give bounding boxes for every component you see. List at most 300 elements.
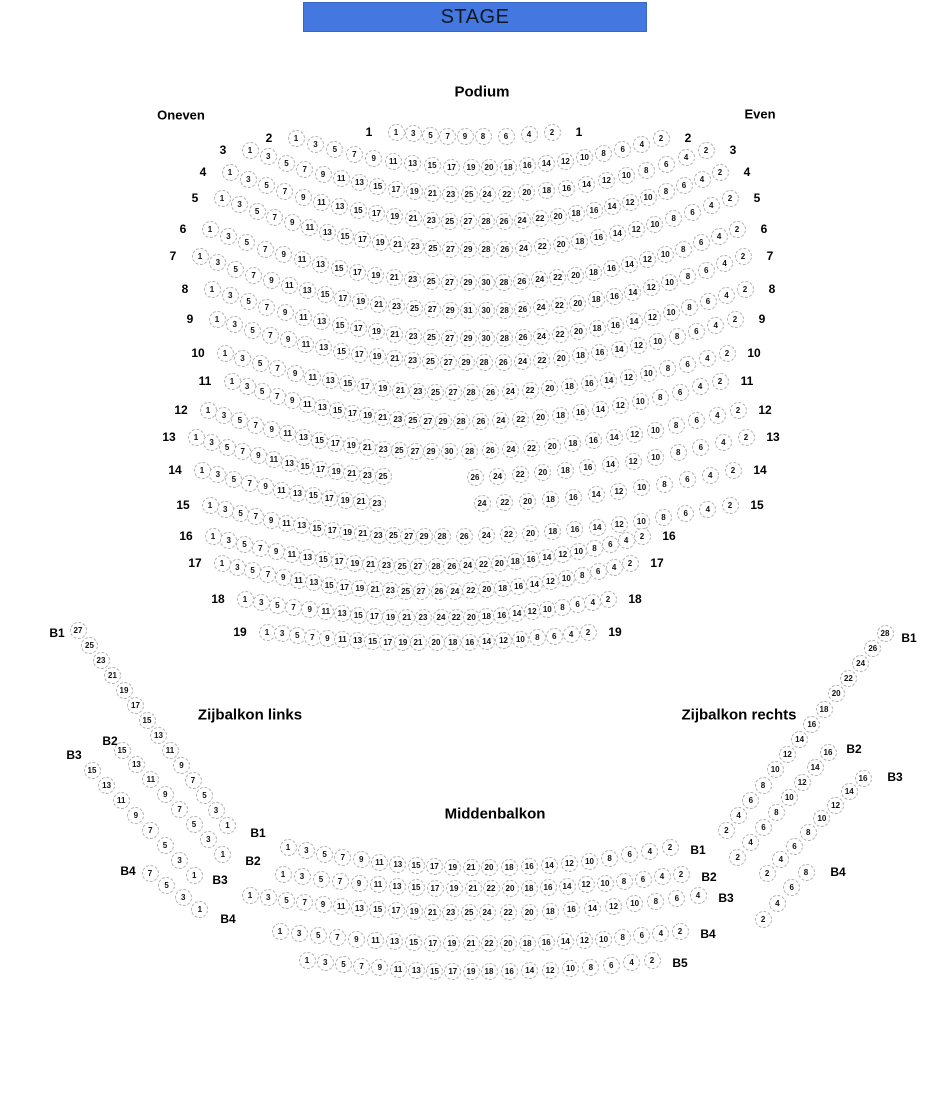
row-9-seat-29[interactable]: 29	[458, 354, 475, 371]
zijbalkon-rechts-B3-seat-8[interactable]: 8	[800, 824, 817, 841]
row-12-seat-29[interactable]: 29	[423, 443, 440, 460]
row-11-seat-4[interactable]: 4	[692, 378, 709, 395]
row-4-seat-2[interactable]: 2	[712, 164, 729, 181]
row-18-seat-24[interactable]: 24	[433, 609, 450, 626]
row-10-seat-17[interactable]: 17	[357, 378, 374, 395]
zijbalkon-rechts-B4-seat-8[interactable]: 8	[798, 864, 815, 881]
zijbalkon-links-B2-seat-1[interactable]: 1	[214, 846, 231, 863]
row-13-seat-7[interactable]: 7	[234, 443, 251, 460]
zijbalkon-rechts-B1-seat-2[interactable]: 2	[718, 822, 735, 839]
row-18-seat-16[interactable]: 16	[493, 607, 510, 624]
middenbalkon-B2-seat-10[interactable]: 10	[597, 875, 614, 892]
row-11-seat-13[interactable]: 13	[314, 399, 331, 416]
row-11-seat-2[interactable]: 2	[712, 373, 729, 390]
row-11-seat-7[interactable]: 7	[269, 388, 286, 405]
row-15-seat-29[interactable]: 29	[416, 528, 433, 545]
row-9-seat-6[interactable]: 6	[688, 323, 705, 340]
row-3-seat-20[interactable]: 20	[518, 184, 535, 201]
zijbalkon-links-B3-seat-7[interactable]: 7	[142, 822, 159, 839]
row-19-seat-17[interactable]: 17	[379, 634, 396, 651]
row-8-seat-9[interactable]: 9	[277, 304, 294, 321]
middenbalkon-B5-seat-14[interactable]: 14	[521, 962, 538, 979]
row-11-seat-16[interactable]: 16	[572, 404, 589, 421]
middenbalkon-B4-seat-13[interactable]: 13	[386, 933, 403, 950]
middenbalkon-B4-seat-6[interactable]: 6	[633, 927, 650, 944]
middenbalkon-B5-seat-8[interactable]: 8	[582, 959, 599, 976]
middenbalkon-B5-seat-5[interactable]: 5	[335, 956, 352, 973]
row-8-seat-1[interactable]: 1	[204, 281, 221, 298]
row-12-seat-11[interactable]: 11	[279, 425, 296, 442]
row-17-seat-15[interactable]: 15	[321, 577, 338, 594]
row-8-seat-21[interactable]: 21	[386, 326, 403, 343]
row-12-seat-9[interactable]: 9	[263, 421, 280, 438]
row-15-seat-11[interactable]: 11	[278, 515, 295, 532]
zijbalkon-links-B2-seat-7[interactable]: 7	[171, 801, 188, 818]
row-19-seat-19[interactable]: 19	[394, 634, 411, 651]
middenbalkon-B4-seat-9[interactable]: 9	[348, 931, 365, 948]
row-15-seat-27[interactable]: 27	[400, 528, 417, 545]
row-18-seat-1[interactable]: 1	[237, 591, 254, 608]
row-5-seat-23[interactable]: 23	[407, 238, 424, 255]
row-3-seat-12[interactable]: 12	[598, 172, 615, 189]
row-17-seat-4[interactable]: 4	[606, 559, 623, 576]
row-14-seat-22[interactable]: 22	[496, 494, 513, 511]
middenbalkon-B1-seat-16[interactable]: 16	[521, 858, 538, 875]
row-17-seat-5[interactable]: 5	[244, 562, 261, 579]
zijbalkon-rechts-B2-seat-10[interactable]: 10	[781, 789, 798, 806]
middenbalkon-B4-seat-20[interactable]: 20	[500, 935, 517, 952]
row-7-seat-19[interactable]: 19	[352, 293, 369, 310]
row-12-seat-24[interactable]: 24	[502, 441, 519, 458]
zijbalkon-links-B4-seat-7[interactable]: 7	[142, 865, 159, 882]
row-2-seat-9[interactable]: 9	[365, 150, 382, 167]
row-6-seat-14[interactable]: 14	[621, 256, 638, 273]
row-4-seat-4[interactable]: 4	[694, 171, 711, 188]
row-12-seat-14[interactable]: 14	[606, 429, 623, 446]
row-8-seat-29[interactable]: 29	[460, 330, 477, 347]
zijbalkon-links-B1-seat-3[interactable]: 3	[208, 802, 225, 819]
row-14-seat-17[interactable]: 17	[321, 490, 338, 507]
row-11-seat-22[interactable]: 22	[512, 411, 529, 428]
middenbalkon-B3-seat-24[interactable]: 24	[479, 904, 496, 921]
row-4-seat-5[interactable]: 5	[258, 177, 275, 194]
row-10-seat-27[interactable]: 27	[445, 384, 462, 401]
row-6-seat-15[interactable]: 15	[331, 260, 348, 277]
row-15-seat-6[interactable]: 6	[677, 505, 694, 522]
row-5-seat-28[interactable]: 28	[478, 241, 495, 258]
zijbalkon-rechts-B3-seat-14[interactable]: 14	[841, 783, 858, 800]
row-12-seat-27[interactable]: 27	[407, 443, 424, 460]
row-3-seat-21[interactable]: 21	[424, 185, 441, 202]
row-18-seat-10[interactable]: 10	[539, 601, 556, 618]
row-16-seat-24[interactable]: 24	[459, 557, 476, 574]
middenbalkon-B4-seat-19[interactable]: 19	[443, 935, 460, 952]
row-3-seat-2[interactable]: 2	[698, 142, 715, 159]
row-19-seat-13[interactable]: 13	[349, 632, 366, 649]
row-7-seat-2[interactable]: 2	[735, 248, 752, 265]
row-10-seat-28[interactable]: 28	[463, 384, 480, 401]
zijbalkon-links-B1-seat-7[interactable]: 7	[185, 772, 202, 789]
row-9-seat-17[interactable]: 17	[351, 346, 368, 363]
row-15-seat-9[interactable]: 9	[263, 512, 280, 529]
row-19-seat-9[interactable]: 9	[319, 630, 336, 647]
middenbalkon-B1-seat-20[interactable]: 20	[481, 859, 498, 876]
zijbalkon-links-B3-seat-11[interactable]: 11	[113, 792, 130, 809]
row-12-seat-20[interactable]: 20	[544, 438, 561, 455]
row-16-seat-16[interactable]: 16	[523, 551, 540, 568]
row-8-seat-19[interactable]: 19	[368, 323, 385, 340]
row-9-seat-11[interactable]: 11	[297, 336, 314, 353]
middenbalkon-B3-seat-10[interactable]: 10	[626, 895, 643, 912]
zijbalkon-rechts-B1-seat-26[interactable]: 26	[864, 640, 881, 657]
row-17-seat-11[interactable]: 11	[290, 572, 307, 589]
row-18-seat-7[interactable]: 7	[285, 599, 302, 616]
row-15-seat-7[interactable]: 7	[247, 508, 264, 525]
zijbalkon-rechts-B2-seat-8[interactable]: 8	[768, 804, 785, 821]
row-15-seat-17[interactable]: 17	[324, 522, 341, 539]
row-2-seat-4[interactable]: 4	[633, 136, 650, 153]
row-13-seat-24[interactable]: 24	[489, 468, 506, 485]
row-5-seat-9[interactable]: 9	[284, 214, 301, 231]
row-2-seat-2[interactable]: 2	[653, 130, 670, 147]
row-16-seat-6[interactable]: 6	[602, 536, 619, 553]
zijbalkon-rechts-B4-seat-6[interactable]: 6	[783, 879, 800, 896]
middenbalkon-B1-seat-6[interactable]: 6	[621, 846, 638, 863]
row-18-seat-17[interactable]: 17	[366, 608, 383, 625]
row-2-seat-14[interactable]: 14	[538, 155, 555, 172]
row-19-seat-3[interactable]: 3	[274, 625, 291, 642]
middenbalkon-B3-seat-20[interactable]: 20	[521, 904, 538, 921]
zijbalkon-links-B3-seat-3[interactable]: 3	[171, 852, 188, 869]
zijbalkon-links-B2-seat-15[interactable]: 15	[114, 742, 131, 759]
row-4-seat-16[interactable]: 16	[586, 202, 603, 219]
row-3-seat-22[interactable]: 22	[498, 186, 515, 203]
zijbalkon-rechts-B1-seat-28[interactable]: 28	[877, 625, 894, 642]
row-3-seat-9[interactable]: 9	[315, 166, 332, 183]
zijbalkon-links-B1-seat-21[interactable]: 21	[104, 667, 121, 684]
middenbalkon-B4-seat-11[interactable]: 11	[367, 932, 384, 949]
row-16-seat-11[interactable]: 11	[283, 546, 300, 563]
row-17-seat-27[interactable]: 27	[413, 583, 430, 600]
row-13-seat-5[interactable]: 5	[219, 439, 236, 456]
row-16-seat-1[interactable]: 1	[205, 528, 222, 545]
row-5-seat-13[interactable]: 13	[319, 224, 336, 241]
row-16-seat-7[interactable]: 7	[252, 540, 269, 557]
row-3-seat-13[interactable]: 13	[351, 174, 368, 191]
row-17-seat-18[interactable]: 18	[494, 580, 511, 597]
row-8-seat-27[interactable]: 27	[441, 330, 458, 347]
row-3-seat-25[interactable]: 25	[461, 186, 478, 203]
zijbalkon-rechts-B1-seat-14[interactable]: 14	[791, 731, 808, 748]
row-8-seat-15[interactable]: 15	[332, 317, 349, 334]
row-6-seat-13[interactable]: 13	[312, 256, 329, 273]
row-13-seat-4[interactable]: 4	[715, 434, 732, 451]
row-5-seat-7[interactable]: 7	[266, 209, 283, 226]
middenbalkon-B5-seat-12[interactable]: 12	[542, 962, 559, 979]
row-4-seat-14[interactable]: 14	[604, 198, 621, 215]
row-7-seat-6[interactable]: 6	[698, 262, 715, 279]
middenbalkon-B2-seat-16[interactable]: 16	[540, 879, 557, 896]
row-5-seat-8[interactable]: 8	[665, 210, 682, 227]
middenbalkon-B3-seat-13[interactable]: 13	[351, 900, 368, 917]
row-18-seat-22[interactable]: 22	[448, 609, 465, 626]
row-15-seat-10[interactable]: 10	[633, 513, 650, 530]
row-18-seat-9[interactable]: 9	[301, 601, 318, 618]
middenbalkon-B5-seat-18[interactable]: 18	[481, 963, 498, 980]
row-7-seat-29[interactable]: 29	[442, 302, 459, 319]
row-6-seat-11[interactable]: 11	[294, 251, 311, 268]
row-18-seat-20[interactable]: 20	[463, 609, 480, 626]
zijbalkon-rechts-B2-seat-6[interactable]: 6	[755, 819, 772, 836]
zijbalkon-links-B2-seat-11[interactable]: 11	[142, 771, 159, 788]
row-11-seat-18[interactable]: 18	[552, 407, 569, 424]
row-8-seat-18[interactable]: 18	[589, 320, 606, 337]
middenbalkon-B1-seat-7[interactable]: 7	[334, 849, 351, 866]
row-9-seat-19[interactable]: 19	[369, 348, 386, 365]
row-6-seat-18[interactable]: 18	[585, 264, 602, 281]
row-19-seat-21[interactable]: 21	[410, 634, 427, 651]
row-11-seat-28[interactable]: 28	[453, 413, 470, 430]
row-12-seat-2[interactable]: 2	[730, 402, 747, 419]
middenbalkon-B3-seat-18[interactable]: 18	[542, 903, 559, 920]
row-19-seat-5[interactable]: 5	[289, 627, 306, 644]
row-11-seat-1[interactable]: 1	[224, 373, 241, 390]
row-4-seat-24[interactable]: 24	[514, 212, 531, 229]
row-12-seat-1[interactable]: 1	[200, 402, 217, 419]
row-6-seat-16[interactable]: 16	[603, 260, 620, 277]
row-9-seat-15[interactable]: 15	[333, 343, 350, 360]
row-17-seat-9[interactable]: 9	[275, 569, 292, 586]
row-7-seat-20[interactable]: 20	[569, 295, 586, 312]
row-6-seat-17[interactable]: 17	[349, 264, 366, 281]
row-15-seat-19[interactable]: 19	[339, 524, 356, 541]
middenbalkon-B2-seat-21[interactable]: 21	[465, 880, 482, 897]
middenbalkon-B3-seat-5[interactable]: 5	[278, 892, 295, 909]
row-16-seat-20[interactable]: 20	[491, 555, 508, 572]
middenbalkon-B1-seat-4[interactable]: 4	[641, 843, 658, 860]
row-17-seat-7[interactable]: 7	[259, 566, 276, 583]
row-9-seat-13[interactable]: 13	[315, 339, 332, 356]
row-7-seat-16[interactable]: 16	[606, 288, 623, 305]
row-15-seat-5[interactable]: 5	[232, 505, 249, 522]
row-17-seat-21[interactable]: 21	[367, 581, 384, 598]
row-4-seat-10[interactable]: 10	[640, 189, 657, 206]
row-6-seat-22[interactable]: 22	[549, 269, 566, 286]
row-11-seat-24[interactable]: 24	[492, 412, 509, 429]
row-13-seat-10[interactable]: 10	[647, 449, 664, 466]
middenbalkon-B1-seat-3[interactable]: 3	[298, 842, 315, 859]
row-7-seat-24[interactable]: 24	[533, 299, 550, 316]
row-15-seat-25[interactable]: 25	[385, 527, 402, 544]
middenbalkon-B1-seat-19[interactable]: 19	[444, 859, 461, 876]
row-10-seat-6[interactable]: 6	[679, 356, 696, 373]
row-5-seat-17[interactable]: 17	[354, 231, 371, 248]
row-1-seat-3[interactable]: 3	[405, 125, 422, 142]
row-18-seat-6[interactable]: 6	[569, 596, 586, 613]
row-7-seat-14[interactable]: 14	[624, 284, 641, 301]
row-7-seat-18[interactable]: 18	[588, 291, 605, 308]
row-6-seat-30[interactable]: 30	[478, 274, 495, 291]
middenbalkon-B3-seat-14[interactable]: 14	[584, 900, 601, 917]
zijbalkon-links-B1-seat-1[interactable]: 1	[219, 817, 236, 834]
row-17-seat-25[interactable]: 25	[397, 583, 414, 600]
middenbalkon-B3-seat-1[interactable]: 1	[242, 887, 259, 904]
row-8-seat-24[interactable]: 24	[533, 328, 550, 345]
row-13-seat-13[interactable]: 13	[281, 455, 298, 472]
row-3-seat-23[interactable]: 23	[442, 186, 459, 203]
row-10-seat-8[interactable]: 8	[659, 360, 676, 377]
row-2-seat-5[interactable]: 5	[326, 141, 343, 158]
row-4-seat-11[interactable]: 11	[313, 194, 330, 211]
row-3-seat-15[interactable]: 15	[369, 178, 386, 195]
zijbalkon-links-B2-seat-3[interactable]: 3	[200, 831, 217, 848]
middenbalkon-B5-seat-15[interactable]: 15	[426, 963, 443, 980]
row-2-seat-17[interactable]: 17	[443, 159, 460, 176]
row-10-seat-13[interactable]: 13	[322, 372, 339, 389]
row-3-seat-11[interactable]: 11	[333, 170, 350, 187]
row-17-seat-1[interactable]: 1	[214, 555, 231, 572]
row-7-seat-26[interactable]: 26	[514, 301, 531, 318]
row-12-seat-23[interactable]: 23	[375, 441, 392, 458]
row-1-seat-1[interactable]: 1	[388, 124, 405, 141]
row-16-seat-21[interactable]: 21	[362, 556, 379, 573]
middenbalkon-B1-seat-12[interactable]: 12	[561, 855, 578, 872]
row-14-seat-21[interactable]: 21	[353, 493, 370, 510]
row-4-seat-3[interactable]: 3	[240, 171, 257, 188]
row-3-seat-14[interactable]: 14	[578, 176, 595, 193]
row-6-seat-28[interactable]: 28	[495, 274, 512, 291]
zijbalkon-links-B1-seat-13[interactable]: 13	[150, 727, 167, 744]
row-13-seat-20[interactable]: 20	[534, 464, 551, 481]
row-2-seat-18[interactable]: 18	[500, 159, 517, 176]
row-8-seat-30[interactable]: 30	[478, 330, 495, 347]
row-5-seat-4[interactable]: 4	[703, 197, 720, 214]
row-13-seat-9[interactable]: 9	[250, 447, 267, 464]
row-2-seat-1[interactable]: 1	[288, 130, 305, 147]
row-19-seat-20[interactable]: 20	[428, 634, 445, 651]
row-7-seat-8[interactable]: 8	[679, 268, 696, 285]
row-2-seat-7[interactable]: 7	[346, 146, 363, 163]
row-6-seat-9[interactable]: 9	[275, 246, 292, 263]
middenbalkon-B3-seat-15[interactable]: 15	[369, 901, 386, 918]
row-15-seat-4[interactable]: 4	[699, 501, 716, 518]
middenbalkon-B3-seat-25[interactable]: 25	[461, 904, 478, 921]
row-17-seat-12[interactable]: 12	[542, 573, 559, 590]
row-16-seat-28[interactable]: 28	[428, 558, 445, 575]
row-10-seat-19[interactable]: 19	[374, 380, 391, 397]
middenbalkon-B5-seat-13[interactable]: 13	[408, 962, 425, 979]
middenbalkon-B1-seat-5[interactable]: 5	[316, 846, 333, 863]
row-15-seat-26[interactable]: 26	[456, 528, 473, 545]
zijbalkon-links-B4-seat-3[interactable]: 3	[175, 889, 192, 906]
row-14-seat-3[interactable]: 3	[209, 466, 226, 483]
row-6-seat-23[interactable]: 23	[404, 271, 421, 288]
row-19-seat-14[interactable]: 14	[478, 633, 495, 650]
row-9-seat-10[interactable]: 10	[649, 333, 666, 350]
row-11-seat-10[interactable]: 10	[632, 393, 649, 410]
zijbalkon-links-B2-seat-13[interactable]: 13	[128, 756, 145, 773]
middenbalkon-B1-seat-14[interactable]: 14	[541, 857, 558, 874]
row-8-seat-14[interactable]: 14	[626, 313, 643, 330]
row-5-seat-26[interactable]: 26	[496, 241, 513, 258]
middenbalkon-B4-seat-15[interactable]: 15	[405, 934, 422, 951]
row-19-seat-1[interactable]: 1	[259, 624, 276, 641]
row-3-seat-5[interactable]: 5	[278, 155, 295, 172]
middenbalkon-B2-seat-17[interactable]: 17	[427, 880, 444, 897]
row-15-seat-8[interactable]: 8	[655, 509, 672, 526]
row-17-seat-14[interactable]: 14	[526, 576, 543, 593]
row-11-seat-9[interactable]: 9	[284, 392, 301, 409]
middenbalkon-B3-seat-21[interactable]: 21	[424, 904, 441, 921]
row-7-seat-17[interactable]: 17	[334, 290, 351, 307]
row-14-seat-4[interactable]: 4	[702, 467, 719, 484]
row-2-seat-8[interactable]: 8	[595, 145, 612, 162]
row-5-seat-12[interactable]: 12	[628, 221, 645, 238]
row-3-seat-19[interactable]: 19	[406, 183, 423, 200]
row-2-seat-20[interactable]: 20	[481, 159, 498, 176]
middenbalkon-B3-seat-7[interactable]: 7	[296, 894, 313, 911]
row-9-seat-25[interactable]: 25	[422, 353, 439, 370]
row-18-seat-12[interactable]: 12	[524, 603, 541, 620]
row-16-seat-26[interactable]: 26	[443, 558, 460, 575]
row-17-seat-17[interactable]: 17	[336, 579, 353, 596]
row-14-seat-18[interactable]: 18	[542, 491, 559, 508]
zijbalkon-links-B1-seat-23[interactable]: 23	[93, 652, 110, 669]
row-6-seat-5[interactable]: 5	[238, 234, 255, 251]
row-4-seat-21[interactable]: 21	[405, 210, 422, 227]
row-9-seat-4[interactable]: 4	[707, 317, 724, 334]
zijbalkon-rechts-B3-seat-12[interactable]: 12	[827, 797, 844, 814]
row-12-seat-8[interactable]: 8	[668, 417, 685, 434]
row-2-seat-6[interactable]: 6	[614, 141, 631, 158]
middenbalkon-B1-seat-15[interactable]: 15	[408, 857, 425, 874]
row-14-seat-14[interactable]: 14	[588, 486, 605, 503]
middenbalkon-B1-seat-18[interactable]: 18	[501, 859, 518, 876]
row-3-seat-16[interactable]: 16	[558, 180, 575, 197]
row-16-seat-2[interactable]: 2	[634, 528, 651, 545]
row-7-seat-3[interactable]: 3	[209, 254, 226, 271]
row-14-seat-8[interactable]: 8	[656, 476, 673, 493]
row-10-seat-9[interactable]: 9	[287, 365, 304, 382]
row-13-seat-22[interactable]: 22	[512, 466, 529, 483]
row-19-seat-2[interactable]: 2	[580, 624, 597, 641]
row-15-seat-20[interactable]: 20	[522, 525, 539, 542]
middenbalkon-B5-seat-1[interactable]: 1	[299, 952, 316, 969]
row-8-seat-2[interactable]: 2	[737, 281, 754, 298]
row-8-seat-23[interactable]: 23	[405, 328, 422, 345]
middenbalkon-B4-seat-8[interactable]: 8	[614, 929, 631, 946]
zijbalkon-links-B3-seat-5[interactable]: 5	[157, 837, 174, 854]
row-14-seat-16[interactable]: 16	[565, 489, 582, 506]
row-1-seat-2[interactable]: 2	[544, 124, 561, 141]
middenbalkon-B4-seat-12[interactable]: 12	[576, 932, 593, 949]
row-6-seat-21[interactable]: 21	[386, 269, 403, 286]
row-6-seat-6[interactable]: 6	[693, 234, 710, 251]
zijbalkon-links-B1-seat-9[interactable]: 9	[173, 757, 190, 774]
row-11-seat-17[interactable]: 17	[344, 405, 361, 422]
row-7-seat-12[interactable]: 12	[643, 279, 660, 296]
middenbalkon-B1-seat-9[interactable]: 9	[353, 851, 370, 868]
middenbalkon-B2-seat-6[interactable]: 6	[635, 871, 652, 888]
row-13-seat-21[interactable]: 21	[343, 465, 360, 482]
zijbalkon-rechts-B4-seat-4[interactable]: 4	[769, 895, 786, 912]
middenbalkon-B3-seat-6[interactable]: 6	[668, 890, 685, 907]
row-5-seat-2[interactable]: 2	[722, 190, 739, 207]
row-8-seat-5[interactable]: 5	[240, 293, 257, 310]
zijbalkon-rechts-B2-seat-14[interactable]: 14	[807, 759, 824, 776]
zijbalkon-links-B1-seat-19[interactable]: 19	[116, 682, 133, 699]
row-8-seat-7[interactable]: 7	[258, 299, 275, 316]
